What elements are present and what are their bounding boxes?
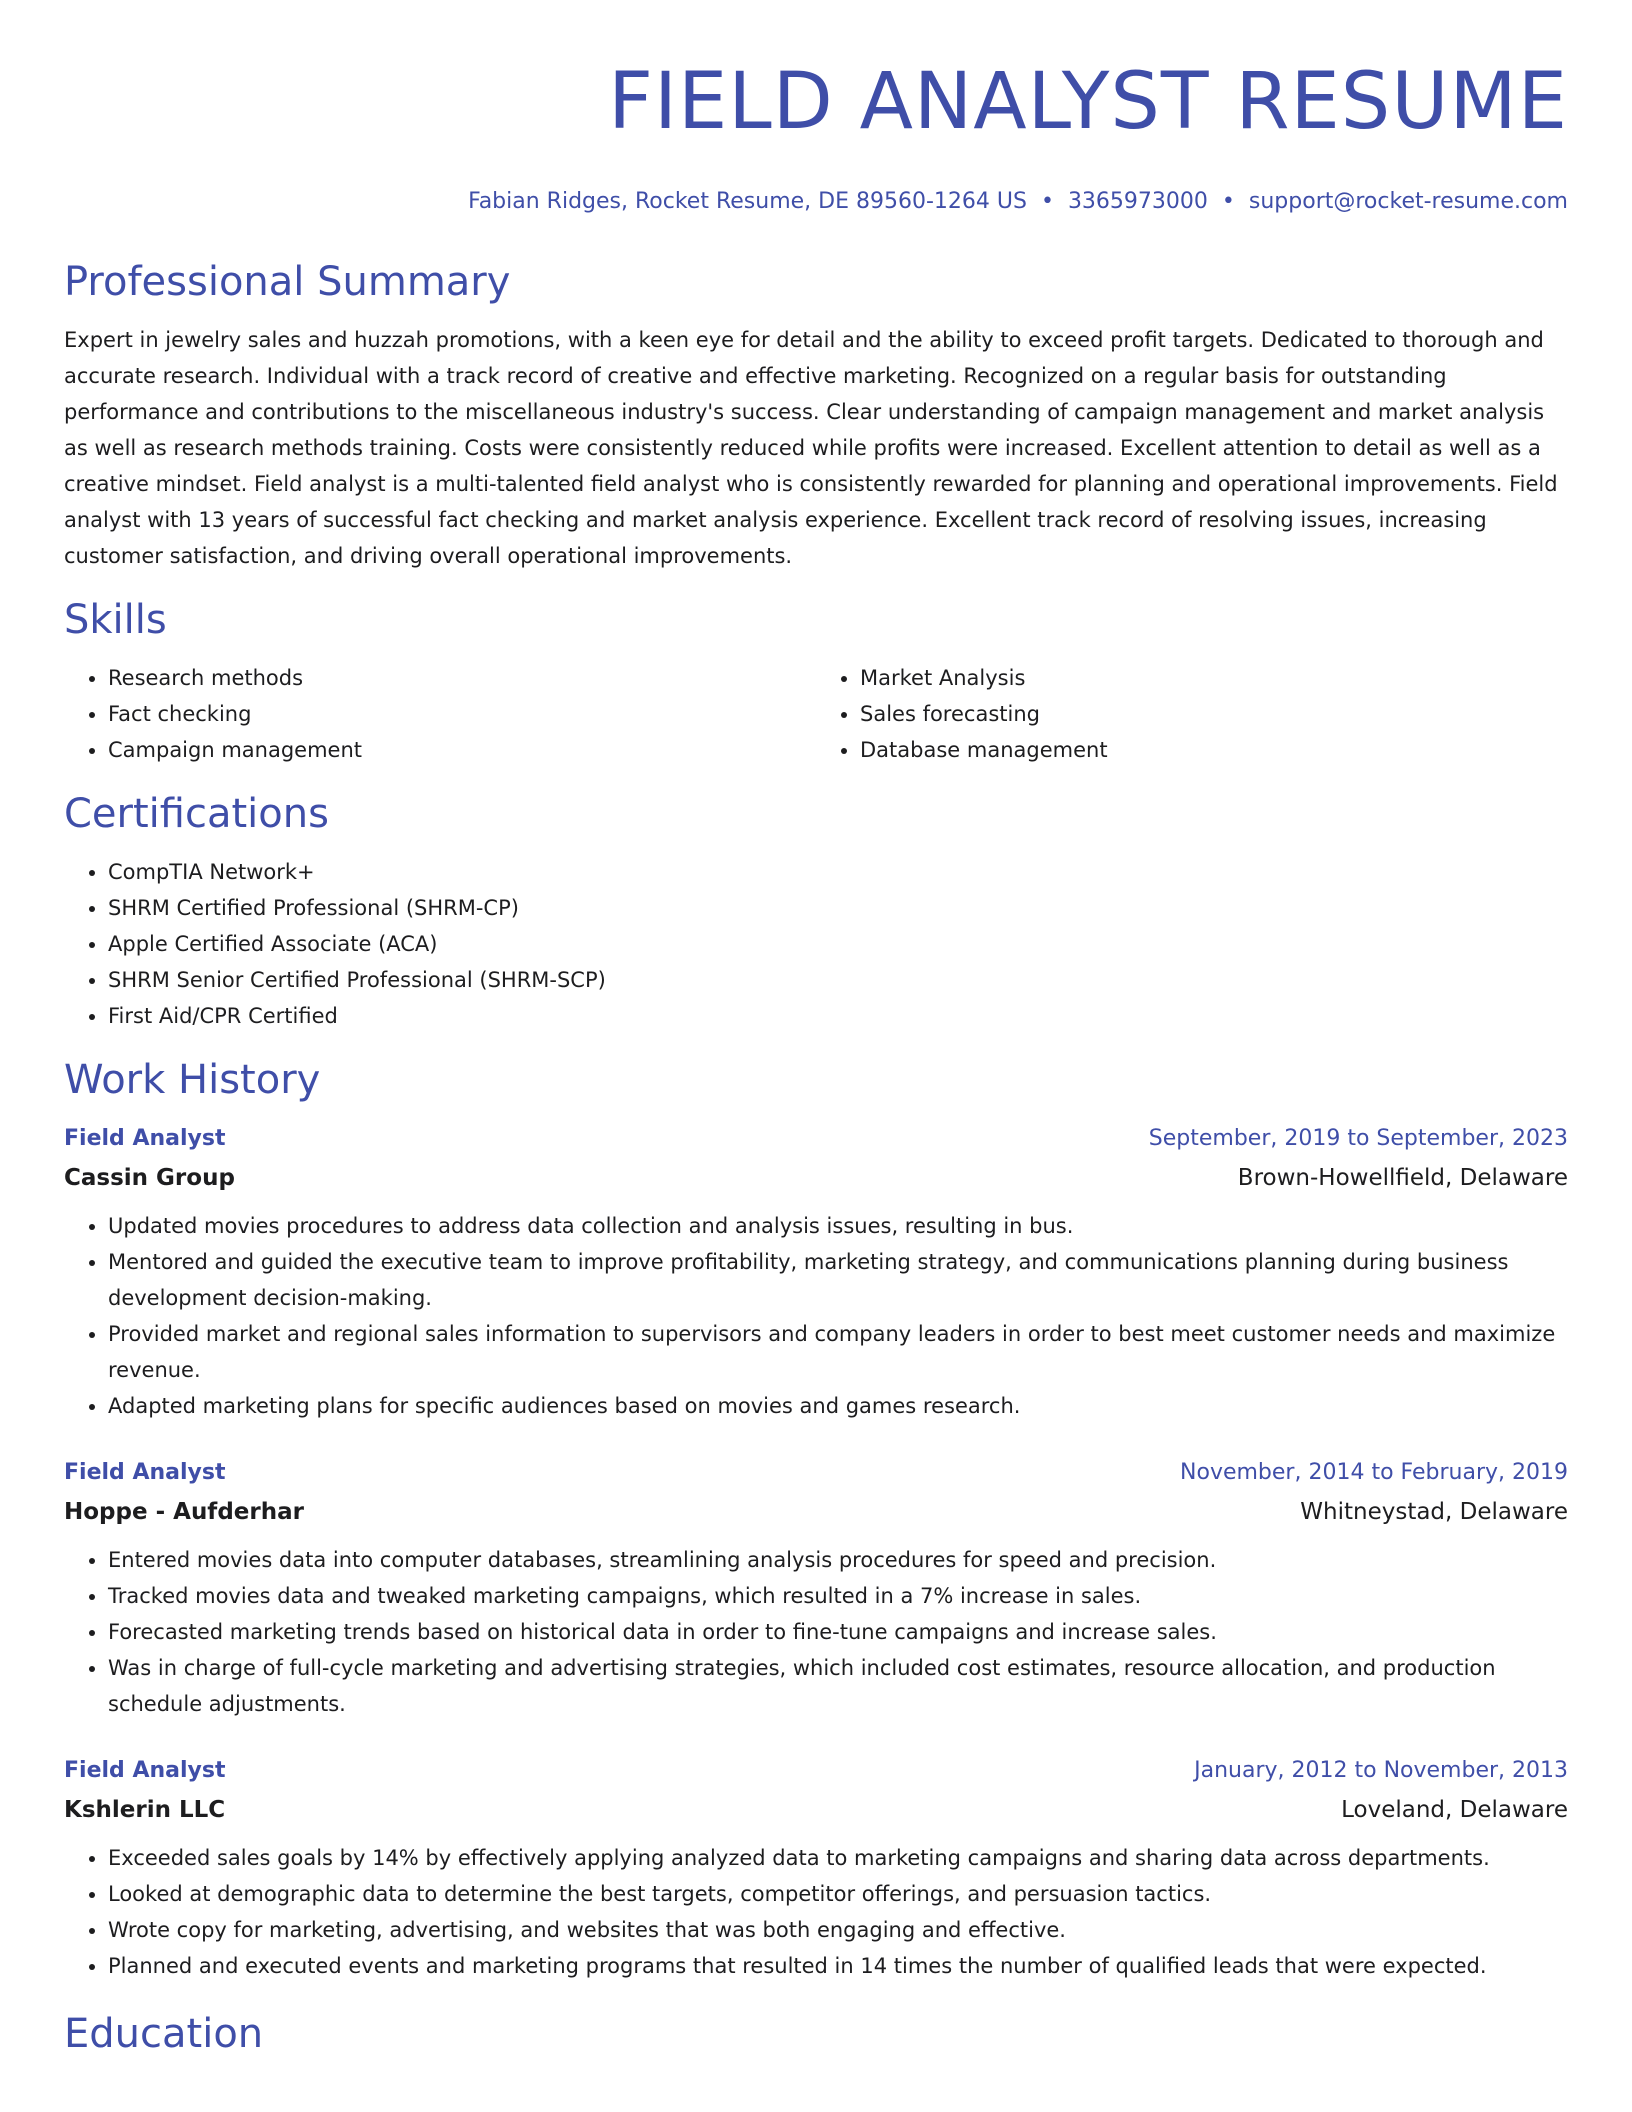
resume-page xyxy=(64,0,1568,2060)
job-bullet: • Updated movies procedures to address data collection and analysis issues, resulting in bus. xyxy=(108,1208,1568,1244)
contact-separator: • xyxy=(1040,189,1054,214)
job-header-row xyxy=(64,1120,1568,1158)
job-location: Loveland, Delaware xyxy=(1341,1797,1568,1823)
certification-item: • CompTIA Network+ xyxy=(108,854,1568,890)
job-title: Field Analyst xyxy=(64,1460,226,1485)
certifications-list xyxy=(64,854,1568,1034)
contact-phone: 3365973000 xyxy=(1067,189,1208,214)
contact-address: Fabian Ridges, Rocket Resume, DE 89560-1264 US xyxy=(468,189,1027,214)
summary-heading: Professional Summary xyxy=(64,259,511,305)
skills-list-right xyxy=(816,660,1568,768)
job-bullet: • Entered movies data into computer databases, streamlining analysis procedures for speed and precision. xyxy=(108,1542,1568,1578)
certification-item: • SHRM Senior Certified Professional (SHRM-SCP) xyxy=(108,962,1568,998)
job-bullet: • Forecasted marketing trends based on historical data in order to fine-tune campaigns and increase sales. xyxy=(108,1614,1568,1650)
job-dates: November, 2014 to February, 2019 xyxy=(1180,1460,1568,1485)
skill-item: • Sales forecasting xyxy=(860,696,1568,732)
job-company-row xyxy=(64,1158,1568,1198)
job-header-row xyxy=(64,1454,1568,1492)
contact-email: support@rocket-resume.com xyxy=(1248,189,1568,214)
job-bullet: • Tracked movies data and tweaked marketing campaigns, which resulted in a 7% increase in sales. xyxy=(108,1578,1568,1614)
job-company: Kshlerin LLC xyxy=(64,1797,226,1823)
skills-heading: Skills xyxy=(64,597,167,643)
job-bullet: • Planned and executed events and marketing programs that resulted in 14 times the number of qualified leads that were expected. xyxy=(108,1948,1568,1984)
skill-item: • Fact checking xyxy=(108,696,816,732)
job-bullet: • Exceeded sales goals by 14% by effectively applying analyzed data to marketing campaigns and sharing data across departments. xyxy=(108,1840,1568,1876)
job-bullet: • Wrote copy for marketing, advertising, and websites that was both engaging and effective. xyxy=(108,1912,1568,1948)
job-bullet: • Mentored and guided the executive team to improve profitability, marketing strategy, and communications planning during business development decision-making. xyxy=(108,1244,1568,1316)
job-dates: January, 2012 to November, 2013 xyxy=(1194,1758,1568,1783)
summary-text: Expert in jewelry sales and huzzah promotions, with a keen eye for detail and the ability to exceed profit targets. Dedicated to thorough and accurate research. Individual with a track record of creative and effective marketing. Recognized on a regular basis for outstanding performance and contributions to the miscellaneous industry's success. Clear understanding of campaign management and market analysis as well as research methods training. Costs were consistently reduced while profits were increased. Excellent attention to detail as well as a creative mindset. Field analyst is a multi-talented field analyst who is consistently rewarded for planning and operational improvements. Field analyst with 13 years of successful fact checking and market analysis experience. Excellent track record of resolving issues, increasing customer satisfaction, and driving overall operational improvements. xyxy=(64,328,1558,568)
job-bullet: • Provided market and regional sales information to supervisors and company leaders in order to best meet customer needs and maximize revenue. xyxy=(108,1316,1568,1388)
job-company: Cassin Group xyxy=(64,1165,235,1191)
job-entry xyxy=(64,1454,1568,1722)
job-dates: September, 2019 to September, 2023 xyxy=(1148,1126,1568,1151)
job-title: Field Analyst xyxy=(64,1758,226,1783)
education-heading: Education xyxy=(64,2011,264,2057)
skills-grid xyxy=(64,660,1568,768)
job-bullets xyxy=(64,1840,1568,1984)
job-header-row xyxy=(64,1752,1568,1790)
job-location: Whitneystad, Delaware xyxy=(1300,1499,1568,1525)
work-history-heading: Work History xyxy=(64,1057,321,1103)
contact-line xyxy=(64,186,1568,218)
job-location: Brown-Howellfield, Delaware xyxy=(1237,1165,1568,1191)
job-bullet: • Adapted marketing plans for specific audiences based on movies and games research. xyxy=(108,1388,1568,1424)
certification-item: • SHRM Certified Professional (SHRM-CP) xyxy=(108,890,1568,926)
certification-item: • Apple Certified Associate (ACA) xyxy=(108,926,1568,962)
resume-title: FIELD ANALYST RESUME xyxy=(608,57,1568,147)
job-entry xyxy=(64,1752,1568,1984)
job-bullet: • Was in charge of full-cycle marketing and advertising strategies, which included cost estimates, resource allocation, and production schedule adjustments. xyxy=(108,1650,1568,1722)
job-title: Field Analyst xyxy=(64,1126,226,1151)
job-entry xyxy=(64,1120,1568,1424)
skills-list-left xyxy=(64,660,816,768)
skill-item: • Campaign management xyxy=(108,732,816,768)
job-bullets xyxy=(64,1208,1568,1424)
job-bullets xyxy=(64,1542,1568,1722)
skill-item: • Market Analysis xyxy=(860,660,1568,696)
job-company-row xyxy=(64,1492,1568,1532)
job-company: Hoppe - Aufderhar xyxy=(64,1499,304,1525)
certifications-heading: Certifications xyxy=(64,791,329,837)
skill-item: • Database management xyxy=(860,732,1568,768)
certification-item: • First Aid/CPR Certified xyxy=(108,998,1568,1034)
contact-separator: • xyxy=(1221,189,1235,214)
job-company-row xyxy=(64,1790,1568,1830)
job-bullet: • Looked at demographic data to determine the best targets, competitor offerings, and persuasion tactics. xyxy=(108,1876,1568,1912)
skill-item: • Research methods xyxy=(108,660,816,696)
